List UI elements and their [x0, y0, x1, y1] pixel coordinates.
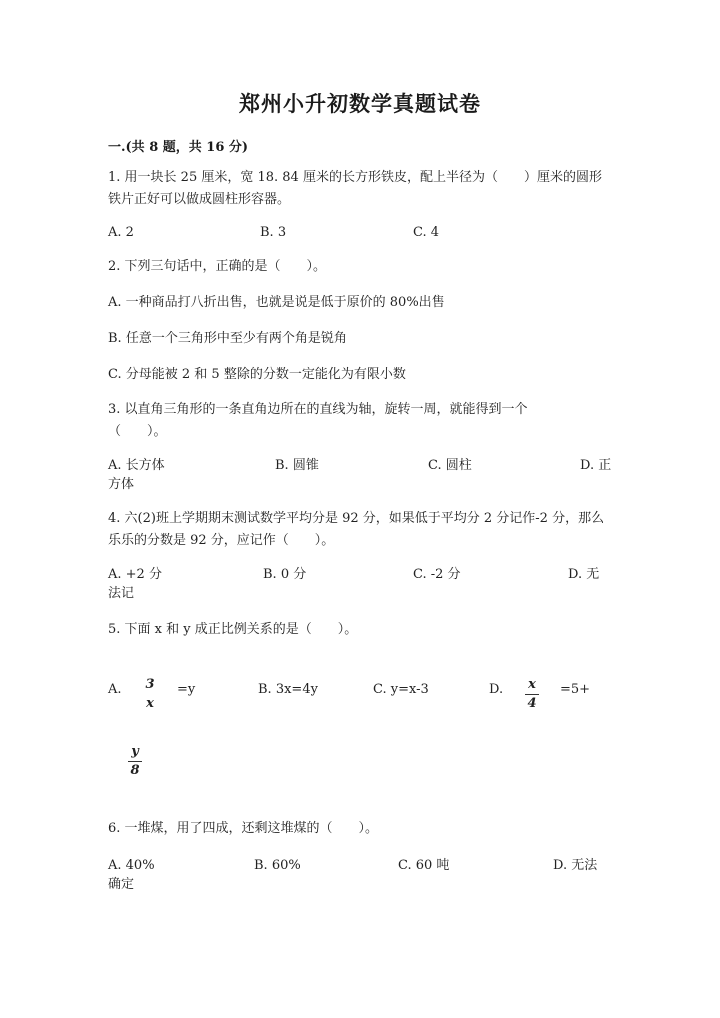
q5-option-a-tail: =y [177, 682, 196, 697]
q6-option-d[interactable]: D. 无法 [553, 858, 598, 873]
q1-option-a[interactable]: A. 2 [108, 225, 134, 240]
q5-option-d-fraction [525, 678, 539, 711]
q4-option-b[interactable]: B. 0 分 [263, 567, 307, 582]
q5-option-d-tail: =5+ [560, 682, 591, 697]
fraction-bar [128, 761, 142, 762]
q5-option-a-fraction [143, 678, 157, 711]
question-6: 6. 一堆煤，用了四成，还剩这堆煤的（ ）。 [108, 821, 379, 836]
q3-option-b[interactable]: B. 圆锥 [275, 458, 319, 473]
fraction-denominator: 4 [527, 696, 537, 711]
q4-option-d[interactable]: D. 无 [568, 567, 600, 582]
page-title: 郑州小升初数学真题试卷 [239, 91, 481, 116]
q4-option-d-wrap: 法记 [108, 586, 135, 601]
q3-option-c[interactable]: C. 圆柱 [428, 458, 472, 473]
q5-option-b[interactable]: B. 3x=4y [258, 682, 318, 697]
fraction-numerator: y [131, 744, 139, 759]
question-3: 3. 以直角三角形的一条直角边所在的直线为轴，旋转一周，就能得到一个（ ）。 [108, 402, 528, 439]
fraction-bar [525, 694, 539, 695]
fraction-denominator: x [146, 696, 154, 711]
q5-option-d-label[interactable]: D. [489, 682, 504, 697]
q2-option-a[interactable]: A. 一种商品打八折出售，也就是说是低于原价的 80%出售 [108, 295, 445, 310]
q3-option-a[interactable]: A. 长方体 [108, 458, 165, 473]
q1-option-b[interactable]: B. 3 [260, 225, 287, 240]
question-4: 4. 六(2)班上学期期末测试数学平均分是 92 分，如果低于平均分 2 分记作-2 分，那么乐乐的分数是 92 分，应记作（ ）。 [108, 511, 605, 548]
q6-option-a[interactable]: A. 40% [108, 858, 155, 873]
q3-option-d[interactable]: D. 正 [580, 458, 612, 473]
fraction-numerator: x [528, 677, 536, 692]
question-5: 5. 下面 x 和 y 成正比例关系的是（ ）。 [108, 622, 358, 637]
q4-option-c[interactable]: C. -2 分 [413, 567, 461, 582]
q2-option-b[interactable]: B. 任意一个三角形中至少有两个角是锐角 [108, 331, 347, 346]
q6-option-c[interactable]: C. 60 吨 [398, 858, 450, 873]
q3-option-d-wrap: 方体 [108, 477, 135, 492]
fraction-denominator: 8 [130, 763, 140, 778]
q2-option-c[interactable]: C. 分母能被 2 和 5 整除的分数一定能化为有限小数 [108, 367, 406, 382]
q1-option-c[interactable]: C. 4 [413, 225, 440, 240]
q5-option-a-label[interactable]: A. [108, 682, 122, 697]
q5-option-c[interactable]: C. y=x-3 [373, 682, 429, 697]
fraction-numerator: 3 [145, 677, 155, 692]
question-1: 1. 用一块长 25 厘米，宽 18. 84 厘米的长方形铁皮，配上半径为（ ）厘米的圆形铁片正好可以做成圆柱形容器。 [108, 170, 602, 207]
fraction-bar [143, 694, 157, 695]
q5-option-d-fraction-2 [128, 745, 142, 778]
question-2: 2. 下列三句话中，正确的是（ ）。 [108, 259, 327, 274]
q6-option-b[interactable]: B. 60% [254, 858, 301, 873]
q6-option-d-wrap: 确定 [108, 877, 135, 892]
q4-option-a[interactable]: A. +2 分 [108, 567, 162, 582]
section-heading: 一.(共 8 题，共 16 分) [108, 140, 249, 155]
